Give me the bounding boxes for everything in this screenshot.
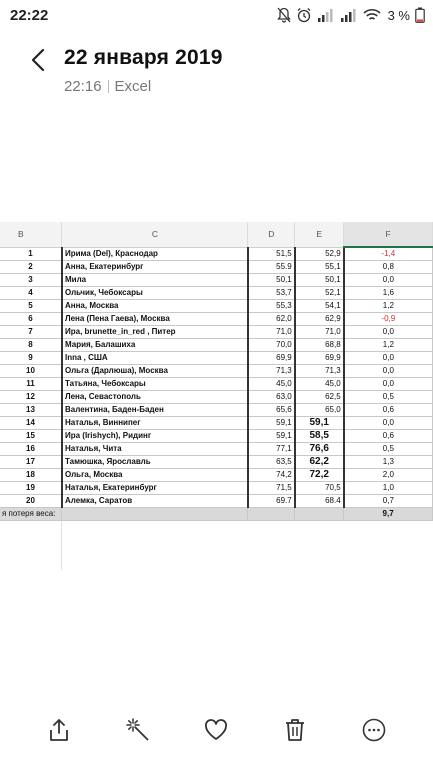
weight-loss: 1,0 xyxy=(344,482,433,495)
wifi-icon xyxy=(363,8,381,22)
header xyxy=(0,38,433,108)
photo-time: 22:16 xyxy=(64,78,102,95)
participant-name: Ольга, Москва xyxy=(62,469,248,482)
current-weight: 68.4 xyxy=(295,495,344,508)
summary-row xyxy=(0,508,433,521)
share-button[interactable] xyxy=(39,710,79,750)
participant-name: Тамюшка, Ярославль xyxy=(62,456,248,469)
current-weight: 55,1 xyxy=(295,261,344,274)
empty-row xyxy=(0,558,433,570)
table-row xyxy=(0,430,433,443)
page-title: 22 января 2019 xyxy=(64,46,223,69)
start-weight: 62,0 xyxy=(248,313,295,326)
empty-cell xyxy=(295,558,344,570)
start-weight: 50,1 xyxy=(248,274,295,287)
current-weight: 58,5 xyxy=(295,430,344,443)
weight-loss: -0,9 xyxy=(344,313,433,326)
weight-loss: 0,0 xyxy=(344,352,433,365)
current-weight: 52,9 xyxy=(295,247,344,261)
more-icon xyxy=(362,718,386,742)
start-weight: 55,3 xyxy=(248,300,295,313)
start-weight: 77,1 xyxy=(248,443,295,456)
status-time: 22:22 xyxy=(10,7,49,24)
empty-cell xyxy=(62,546,248,559)
row-number: 6 xyxy=(0,313,62,326)
empty-cell xyxy=(248,558,295,570)
table-row xyxy=(0,417,433,430)
weight-loss: 1,3 xyxy=(344,456,433,469)
row-number: 19 xyxy=(0,482,62,495)
table-row xyxy=(0,326,433,339)
empty-cell xyxy=(295,533,344,546)
column-header: F xyxy=(344,222,433,247)
participant-name: Лена, Севастополь xyxy=(62,391,248,404)
current-weight: 76,6 xyxy=(295,443,344,456)
empty-cell xyxy=(0,521,62,534)
empty-cell xyxy=(62,521,248,534)
table-row xyxy=(0,404,433,417)
participant-name: Мила xyxy=(62,274,248,287)
participant-name: Алемка, Саратов xyxy=(62,495,248,508)
weight-loss: 1,6 xyxy=(344,287,433,300)
column-header: D xyxy=(248,222,295,247)
row-number: 9 xyxy=(0,352,62,365)
row-number: 10 xyxy=(0,365,62,378)
row-number: 14 xyxy=(0,417,62,430)
start-weight: 51,5 xyxy=(248,247,295,261)
weight-loss: 0,0 xyxy=(344,378,433,391)
participant-name: Наталья, Екатеринбург xyxy=(62,482,248,495)
start-weight: 55.9 xyxy=(248,261,295,274)
row-number: 13 xyxy=(0,404,62,417)
current-weight: 59,1 xyxy=(295,417,344,430)
current-weight: 54,1 xyxy=(295,300,344,313)
empty-cell xyxy=(295,546,344,559)
start-weight: 59,1 xyxy=(248,430,295,443)
weight-loss: 0,0 xyxy=(344,326,433,339)
signal-icon xyxy=(317,8,335,22)
table-row xyxy=(0,287,433,300)
empty-cell xyxy=(0,546,62,559)
back-button[interactable] xyxy=(24,46,52,74)
trash-icon xyxy=(284,718,306,742)
empty-cell xyxy=(248,533,295,546)
weight-loss: 0,8 xyxy=(344,261,433,274)
empty-cell xyxy=(0,533,62,546)
row-number: 7 xyxy=(0,326,62,339)
row-number: 16 xyxy=(0,443,62,456)
current-weight: 62,5 xyxy=(295,391,344,404)
participant-name: Inna , США xyxy=(62,352,248,365)
edit-button[interactable] xyxy=(118,710,158,750)
weight-loss: 0,5 xyxy=(344,391,433,404)
table-row xyxy=(0,274,433,287)
weight-loss: 1,2 xyxy=(344,339,433,352)
participant-name: Ольчик, Чебоксары xyxy=(62,287,248,300)
alarm-icon xyxy=(296,7,312,23)
row-number: 3 xyxy=(0,274,62,287)
participant-name: Татьяна, Чебоксары xyxy=(62,378,248,391)
summary-empty-cell xyxy=(62,508,248,521)
column-header: C xyxy=(62,222,248,247)
empty-cell xyxy=(248,546,295,559)
table-row xyxy=(0,378,433,391)
spreadsheet-table xyxy=(0,222,433,570)
table-row xyxy=(0,339,433,352)
weight-loss: -1,4 xyxy=(344,247,433,261)
row-number: 12 xyxy=(0,391,62,404)
current-weight: 65,0 xyxy=(295,404,344,417)
weight-loss: 0,6 xyxy=(344,404,433,417)
delete-button[interactable] xyxy=(275,710,315,750)
participant-name: Мария, Балашиха xyxy=(62,339,248,352)
current-weight: 45,0 xyxy=(295,378,344,391)
participant-name: Ира, brunette_in_red , Питер xyxy=(62,326,248,339)
participant-name: Ира (Irishych), Ридинг xyxy=(62,430,248,443)
participant-name: Лена (Пена Гаева), Москва xyxy=(62,313,248,326)
participant-name: Наталья, Чита xyxy=(62,443,248,456)
empty-cell xyxy=(344,558,433,570)
table-row xyxy=(0,482,433,495)
mute-bell-icon xyxy=(277,7,291,23)
table-row xyxy=(0,469,433,482)
source-app: Excel xyxy=(114,78,152,95)
empty-cell xyxy=(248,521,295,534)
start-weight: 69.7 xyxy=(248,495,295,508)
empty-row xyxy=(0,533,433,546)
empty-cell xyxy=(0,558,62,570)
table-row xyxy=(0,261,433,274)
current-weight: 52,1 xyxy=(295,287,344,300)
current-weight: 71,0 xyxy=(295,326,344,339)
start-weight: 71,5 xyxy=(248,482,295,495)
row-number: 4 xyxy=(0,287,62,300)
chevron-left-icon xyxy=(31,48,45,72)
table-row xyxy=(0,456,433,469)
summary-empty-cell xyxy=(295,508,344,521)
start-weight: 69,9 xyxy=(248,352,295,365)
row-number: 8 xyxy=(0,339,62,352)
table-row xyxy=(0,391,433,404)
column-header: E xyxy=(295,222,344,247)
bottom-toolbar xyxy=(0,705,433,755)
magic-wand-icon xyxy=(126,718,150,742)
current-weight: 72,2 xyxy=(295,469,344,482)
summary-label: я потеря веса: xyxy=(0,508,62,521)
table-row xyxy=(0,300,433,313)
empty-row xyxy=(0,546,433,559)
summary-empty-cell xyxy=(248,508,295,521)
start-weight: 53,7 xyxy=(248,287,295,300)
share-icon xyxy=(48,718,70,742)
participant-name: Ольга (Дарлюша), Москва xyxy=(62,365,248,378)
subtitle xyxy=(64,78,151,95)
battery-low-icon xyxy=(415,7,425,23)
status-icons xyxy=(277,6,425,24)
current-weight: 62,2 xyxy=(295,456,344,469)
weight-loss: 0,5 xyxy=(344,443,433,456)
row-number: 2 xyxy=(0,261,62,274)
current-weight: 69,9 xyxy=(295,352,344,365)
empty-cell xyxy=(344,521,433,534)
start-weight: 70,0 xyxy=(248,339,295,352)
start-weight: 71,3 xyxy=(248,365,295,378)
weight-loss: 0,6 xyxy=(344,430,433,443)
heart-icon xyxy=(204,719,228,741)
favorite-button[interactable] xyxy=(196,710,236,750)
empty-cell xyxy=(62,558,248,570)
battery-percent: 3 % xyxy=(387,7,410,23)
table-row xyxy=(0,443,433,456)
weight-loss: 0,0 xyxy=(344,365,433,378)
participant-name: Наталья, Виннипег xyxy=(62,417,248,430)
column-header-row xyxy=(0,222,433,247)
current-weight: 71,3 xyxy=(295,365,344,378)
start-weight: 63,0 xyxy=(248,391,295,404)
start-weight: 65,6 xyxy=(248,404,295,417)
empty-row xyxy=(0,521,433,534)
row-number: 5 xyxy=(0,300,62,313)
row-number: 11 xyxy=(0,378,62,391)
table-row xyxy=(0,352,433,365)
row-number: 18 xyxy=(0,469,62,482)
weight-loss: 0,0 xyxy=(344,417,433,430)
participant-name: Анна, Москва xyxy=(62,300,248,313)
start-weight: 59,1 xyxy=(248,417,295,430)
row-number: 20 xyxy=(0,495,62,508)
start-weight: 71,0 xyxy=(248,326,295,339)
weight-loss: 0,0 xyxy=(344,274,433,287)
start-weight: 63,5 xyxy=(248,456,295,469)
participant-name: Анна, Екатеринбург xyxy=(62,261,248,274)
table-row xyxy=(0,365,433,378)
start-weight: 74,2 xyxy=(248,469,295,482)
current-weight: 50,1 xyxy=(295,274,344,287)
empty-cell xyxy=(344,546,433,559)
empty-cell xyxy=(344,533,433,546)
column-header: B xyxy=(0,222,62,247)
participant-name: Валентина, Баден-Баден xyxy=(62,404,248,417)
more-button[interactable] xyxy=(354,710,394,750)
table-row xyxy=(0,247,433,261)
current-weight: 62,9 xyxy=(295,313,344,326)
table-row xyxy=(0,313,433,326)
spreadsheet-image[interactable] xyxy=(0,222,433,570)
weight-loss: 2,0 xyxy=(344,469,433,482)
current-weight: 70,5 xyxy=(295,482,344,495)
row-number: 15 xyxy=(0,430,62,443)
status-bar xyxy=(0,0,433,30)
row-number: 1 xyxy=(0,247,62,261)
start-weight: 45,0 xyxy=(248,378,295,391)
table-row xyxy=(0,495,433,508)
empty-cell xyxy=(62,533,248,546)
weight-loss: 0,7 xyxy=(344,495,433,508)
signal-icon-2 xyxy=(340,8,358,22)
empty-cell xyxy=(295,521,344,534)
weight-loss: 1,2 xyxy=(344,300,433,313)
participant-name: Ирима (Del), Краснодар xyxy=(62,247,248,261)
current-weight: 68,8 xyxy=(295,339,344,352)
summary-value: 9,7 xyxy=(344,508,433,521)
divider xyxy=(108,80,109,93)
row-number: 17 xyxy=(0,456,62,469)
